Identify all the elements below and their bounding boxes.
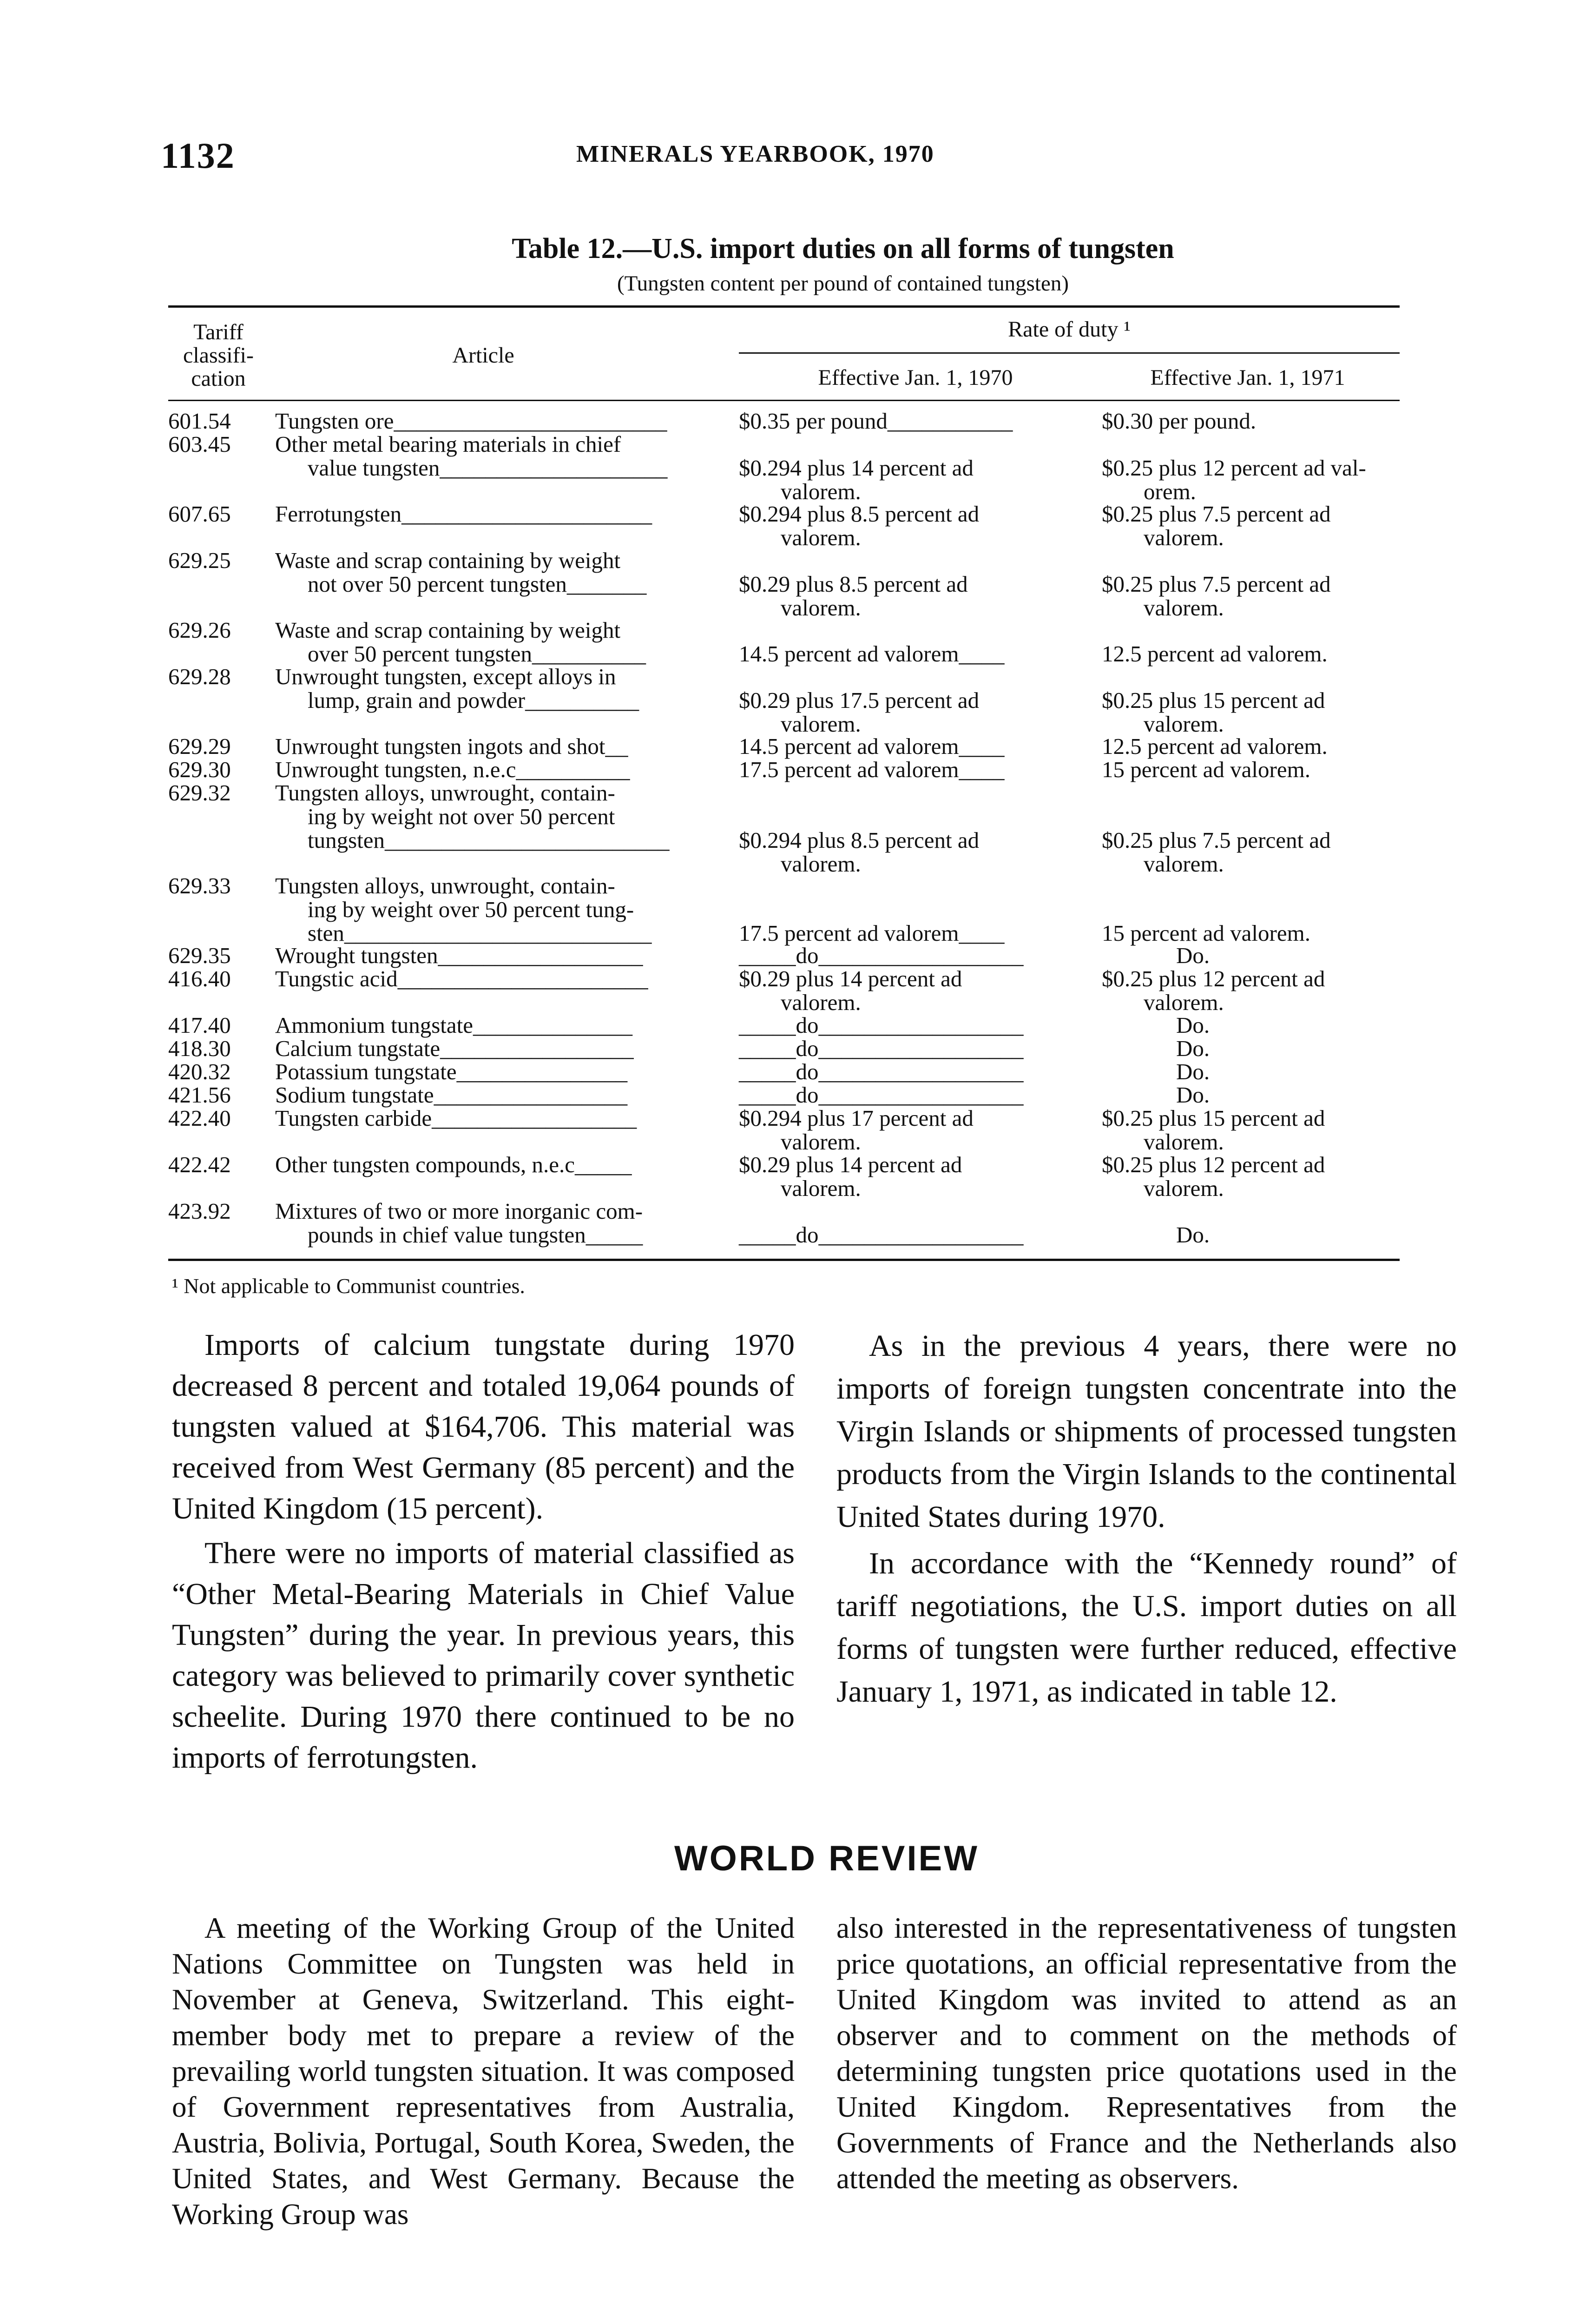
tariff-code: 420.32: [168, 1059, 231, 1084]
rate-1970-cell: [739, 1106, 1097, 1154]
article-cell: [275, 1037, 742, 1060]
article-cell: [275, 409, 742, 433]
rate-line: $0.294 plus 17 percent ad: [739, 1105, 974, 1131]
rate-1971-cell: [1102, 967, 1418, 1014]
rate-line: [1102, 618, 1418, 642]
tariff-code: 418.30: [168, 1036, 231, 1061]
rate-line: valorem.: [781, 711, 861, 737]
article-cell: [275, 432, 742, 480]
rate-1971-cell: [1102, 758, 1418, 781]
rate-line: _____do__________________: [739, 1222, 1024, 1248]
article-cell: [275, 1153, 742, 1176]
paragraph: As in the previous 4 years, there were no imports of foreign tungsten concentrate into the Virgin Islands or shipments of processed tungsten products from the Virgin Islands to the continental United States during 1970.: [836, 1329, 1457, 1534]
article-cell: [275, 665, 742, 712]
rate-line: $0.25 plus 12 percent ad: [1102, 966, 1325, 991]
body-left-column: [172, 1325, 795, 1778]
page-number: 1132: [161, 135, 235, 176]
rate-line: Do.: [1176, 1082, 1210, 1108]
rate-line: [739, 781, 1097, 805]
article-line: not over 50 percent tungsten_______: [308, 571, 647, 597]
rate-1970-cell: [739, 409, 1097, 433]
article-cell: [275, 1013, 742, 1037]
rate-line: _____do__________________: [739, 1082, 1024, 1108]
rate-line: [1102, 805, 1418, 828]
rate-1971-cell: [1102, 734, 1418, 758]
rate-line: Do.: [1176, 1036, 1210, 1061]
table-title-text: Table 12.—U.S. import duties on all forms of tungsten: [512, 233, 1174, 264]
rate-1971-cell: [1102, 1106, 1418, 1154]
rate-line: [1102, 432, 1418, 456]
article-line: ing by weight not over 50 percent: [308, 804, 615, 829]
rate-line: 14.5 percent ad valorem____: [739, 641, 1005, 667]
col-header-1970: Effective Jan. 1, 1970: [818, 365, 1013, 390]
rate-line: [1102, 665, 1418, 688]
tariff-code: 603.45: [168, 431, 231, 457]
rate-line: 15 percent ad valorem.: [1102, 757, 1310, 782]
rate-line: $0.25 plus 7.5 percent ad: [1102, 571, 1331, 597]
rate-1971-cell: [1102, 1083, 1418, 1107]
article-cell: [275, 1106, 742, 1130]
rate-line: valorem.: [781, 595, 861, 621]
rate-line: Do.: [1176, 943, 1210, 968]
tariff-code: 629.29: [168, 733, 231, 759]
article-line: Tungsten ore________________________: [275, 408, 667, 434]
rate-1971-cell: [1102, 944, 1418, 967]
article-line: tungsten_________________________: [308, 827, 670, 853]
table-subtitle: [0, 271, 1579, 296]
article-cell: [275, 758, 742, 781]
article-cell: [275, 967, 742, 990]
rate-line: [739, 1199, 1097, 1223]
rate-line: [739, 805, 1097, 828]
rate-line: _____do__________________: [739, 1012, 1024, 1038]
rate-1971-cell: [1102, 548, 1418, 620]
article-line: Unwrought tungsten, except alloys in: [275, 664, 616, 689]
rate-line: [1102, 1199, 1418, 1223]
rate-line: [739, 898, 1097, 921]
rate-1970-cell: [739, 734, 1097, 758]
rate-line: $0.25 plus 15 percent ad: [1102, 1105, 1325, 1131]
rate-1970-cell: [739, 1199, 1097, 1247]
article-line: Tungsten carbide__________________: [275, 1105, 637, 1131]
tariff-code: 423.92: [168, 1198, 231, 1224]
article-line: Unwrought tungsten ingots and shot__: [275, 733, 628, 759]
rate-1970-cell: [739, 758, 1097, 781]
article-line: Ferrotungsten______________________: [275, 501, 652, 527]
rate-1971-cell: [1102, 1037, 1418, 1060]
rate-line: $0.294 plus 14 percent ad: [739, 455, 974, 481]
table-header-rule: [168, 400, 1400, 401]
rate-1970-cell: [739, 1153, 1097, 1200]
rate-line: _____do__________________: [739, 1036, 1024, 1061]
article-cell: [275, 1060, 742, 1083]
article-line: Other metal bearing materials in chief: [275, 431, 621, 457]
rate-line: $0.29 plus 14 percent ad: [739, 1152, 962, 1177]
rate-line: $0.294 plus 8.5 percent ad: [739, 501, 980, 527]
rate-line: [739, 874, 1097, 898]
rate-1971-cell: [1102, 1060, 1418, 1083]
article-cell: [275, 618, 742, 666]
rate-1971-cell: [1102, 409, 1418, 433]
col-header-code-line: Tariff: [193, 320, 243, 344]
article-line: lump, grain and powder__________: [308, 687, 639, 713]
rate-line: [1102, 874, 1418, 898]
rate-line: $0.25 plus 15 percent ad: [1102, 687, 1325, 713]
rate-line: [1102, 781, 1418, 805]
article-line: value tungsten____________________: [308, 455, 668, 481]
rate-line: Do.: [1176, 1012, 1210, 1038]
rate-1971-cell: [1102, 618, 1418, 666]
rate-1971-cell: [1102, 874, 1418, 945]
article-cell: [275, 734, 742, 758]
section-heading-text: WORLD REVIEW: [674, 1839, 979, 1878]
rate-1970-cell: [739, 781, 1097, 876]
rate-line: 17.5 percent ad valorem____: [739, 920, 1005, 946]
table-bottom-rule: [168, 1259, 1400, 1261]
rate-1971-cell: [1102, 432, 1418, 503]
rate-line: [739, 432, 1097, 456]
rate-line: [739, 665, 1097, 688]
rate-line: 12.5 percent ad valorem.: [1102, 641, 1328, 667]
rate-1970-cell: [739, 665, 1097, 736]
rate-1970-cell: [739, 1013, 1097, 1037]
paragraph: In accordance with the “Kennedy round” of tariff negotiations, the U.S. import duties on all forms of tungsten were further reduced, effective January 1, 1971, as indicated in table 12.: [836, 1546, 1457, 1709]
table-rate-rule: [739, 352, 1400, 354]
rate-line: valorem.: [781, 525, 861, 550]
paragraph: Imports of calcium tungstate during 1970 decreased 8 percent and totaled 19,064 pounds of tungsten valued at $164,706. This material was received from West Germany (85 percent) and the United Kingdom (15 percent).: [172, 1328, 795, 1525]
rate-1971-cell: [1102, 665, 1418, 736]
col-header-article: Article: [452, 343, 514, 368]
tariff-code: 421.56: [168, 1082, 231, 1108]
rate-line: $0.294 plus 8.5 percent ad: [739, 827, 980, 853]
tariff-code: 417.40: [168, 1012, 231, 1038]
article-line: over 50 percent tungsten__________: [308, 641, 646, 667]
col-header-rate: Rate of duty ¹: [1008, 317, 1131, 342]
rate-line: $0.29 plus 17.5 percent ad: [739, 687, 980, 713]
article-line: Wrought tungsten__________________: [275, 943, 643, 968]
tariff-code: 422.40: [168, 1105, 231, 1131]
rate-line: valorem.: [1144, 990, 1224, 1015]
rate-line: valorem.: [1144, 1129, 1224, 1155]
rate-line: [739, 548, 1097, 572]
rate-line: valorem.: [1144, 595, 1224, 621]
world-review-left-column: [172, 1910, 795, 2232]
rate-line: [739, 618, 1097, 642]
running-title: MINERALS YEARBOOK, 1970: [576, 141, 934, 167]
paragraph: There were no imports of material classified as “Other Metal-Bearing Materials in Chief Value Tungsten” during the year. In previous years, this category was believed to primarily cover synthetic scheelite. During 1970 there continued to be no imports of ferrotungsten.: [172, 1536, 795, 1775]
rate-1971-cell: [1102, 1013, 1418, 1037]
rate-line: $0.29 plus 14 percent ad: [739, 966, 962, 991]
tariff-code: 607.65: [168, 501, 231, 527]
rate-line: valorem.: [781, 1129, 861, 1155]
rate-1971-cell: [1102, 781, 1418, 876]
rate-line: [1102, 898, 1418, 921]
article-line: Unwrought tungsten, n.e.c__________: [275, 757, 630, 782]
article-cell: [275, 1199, 742, 1247]
tariff-code: 629.33: [168, 873, 231, 898]
col-header-code-line: cation: [191, 366, 246, 391]
rate-line: $0.25 plus 12 percent ad val-: [1102, 455, 1366, 481]
article-line: Waste and scrap containing by weight: [275, 617, 621, 643]
col-header-code-line: classifi-: [183, 343, 254, 368]
rate-line: $0.30 per pound.: [1102, 408, 1257, 434]
article-line: Waste and scrap containing by weight: [275, 548, 621, 573]
col-header-code: [172, 321, 265, 390]
rate-1970-cell: [739, 944, 1097, 967]
rate-1970-cell: [739, 874, 1097, 945]
rate-line: [1102, 548, 1418, 572]
article-cell: [275, 944, 742, 967]
article-cell: [275, 502, 742, 526]
article-line: Other tungsten compounds, n.e.c_____: [275, 1152, 632, 1177]
rate-line: valorem.: [781, 1175, 861, 1201]
rate-line: _____do__________________: [739, 1059, 1024, 1084]
table-subtitle-text: (Tungsten content per pound of contained tungsten): [617, 271, 1069, 296]
table-title: [0, 232, 1579, 265]
article-line: Calcium tungstate_________________: [275, 1036, 634, 1061]
tariff-code: 629.25: [168, 548, 231, 573]
rate-1970-cell: [739, 548, 1097, 620]
rate-1970-cell: [739, 1083, 1097, 1107]
article-line: Tungstic acid______________________: [275, 966, 648, 991]
rate-line: $0.25 plus 7.5 percent ad: [1102, 827, 1331, 853]
rate-1971-cell: [1102, 502, 1418, 549]
rate-line: 17.5 percent ad valorem____: [739, 757, 1005, 782]
rate-line: valorem.: [781, 479, 861, 504]
rate-line: 12.5 percent ad valorem.: [1102, 733, 1328, 759]
article-line: sten___________________________: [308, 920, 652, 946]
article-line: Tungsten alloys, unwrought, contain-: [275, 873, 615, 898]
table-footnote: ¹ Not applicable to Communist countries.: [172, 1274, 525, 1298]
tariff-code: 629.26: [168, 617, 231, 643]
rate-line: $0.35 per pound___________: [739, 408, 1013, 434]
rate-line: Do.: [1176, 1059, 1210, 1084]
article-line: Mixtures of two or more inorganic com-: [275, 1198, 643, 1224]
rate-1971-cell: [1102, 1153, 1418, 1200]
rate-line: 14.5 percent ad valorem____: [739, 733, 1005, 759]
tariff-code: 422.42: [168, 1152, 231, 1177]
tariff-code: 629.28: [168, 664, 231, 689]
rate-line: valorem.: [1144, 525, 1224, 550]
col-header-1971: Effective Jan. 1, 1971: [1150, 365, 1345, 390]
paragraph: A meeting of the Working Group of the United Nations Committee on Tungsten was held in November at Geneva, Switzerland. This eight-member body met to prepare a review of the prevailing world tungsten situation. It was composed of Government representatives from Australia, Austria, Bolivia, Portugal, South Korea, Sweden, the United States, and West Germany. Because the Working Group was: [172, 1912, 795, 2231]
rate-line: valorem.: [781, 851, 861, 877]
rate-1970-cell: [739, 1037, 1097, 1060]
rate-1970-cell: [739, 1060, 1097, 1083]
article-cell: [275, 781, 742, 852]
article-line: Ammonium tungstate______________: [275, 1012, 632, 1038]
rate-1970-cell: [739, 618, 1097, 666]
rate-line: valorem.: [1144, 711, 1224, 737]
table-top-rule: [168, 305, 1400, 308]
article-line: pounds in chief value tungsten_____: [308, 1222, 643, 1248]
world-review-right-column: [836, 1910, 1457, 2197]
rate-line: valorem.: [1144, 851, 1224, 877]
rate-line: 15 percent ad valorem.: [1102, 920, 1310, 946]
tariff-code: 601.54: [168, 408, 231, 434]
body-right-column: [836, 1325, 1457, 1713]
rate-line: $0.29 plus 8.5 percent ad: [739, 571, 968, 597]
rate-line: _____do__________________: [739, 943, 1024, 968]
rate-line: orem.: [1144, 479, 1196, 504]
article-cell: [275, 1083, 742, 1107]
rate-1970-cell: [739, 432, 1097, 503]
tariff-code: 416.40: [168, 966, 231, 991]
article-line: Sodium tungstate_________________: [275, 1082, 628, 1108]
article-line: Potassium tungstate_______________: [275, 1059, 628, 1084]
rate-1970-cell: [739, 967, 1097, 1014]
tariff-code: 629.32: [168, 780, 231, 805]
paragraph: also interested in the representativeness of tungsten price quotations, an official representative from the United Kingdom was invited to attend as an observer and to comment on the methods of determining tungsten price quotations used in the United Kingdom. Representatives from the Governments of France and the Netherlands also attended the meeting as observers.: [836, 1912, 1457, 2195]
article-line: ing by weight over 50 percent tung-: [308, 897, 634, 922]
rate-line: $0.25 plus 7.5 percent ad: [1102, 501, 1331, 527]
rate-line: $0.25 plus 12 percent ad: [1102, 1152, 1325, 1177]
article-line: Tungsten alloys, unwrought, contain-: [275, 780, 615, 805]
tariff-code: 629.35: [168, 943, 231, 968]
rate-1970-cell: [739, 502, 1097, 549]
tariff-code: 629.30: [168, 757, 231, 782]
article-cell: [275, 548, 742, 596]
section-heading: [0, 1838, 1579, 1879]
article-cell: [275, 874, 742, 945]
rate-line: valorem.: [781, 990, 861, 1015]
rate-line: Do.: [1176, 1222, 1210, 1248]
rate-line: valorem.: [1144, 1175, 1224, 1201]
rate-1971-cell: [1102, 1199, 1418, 1247]
